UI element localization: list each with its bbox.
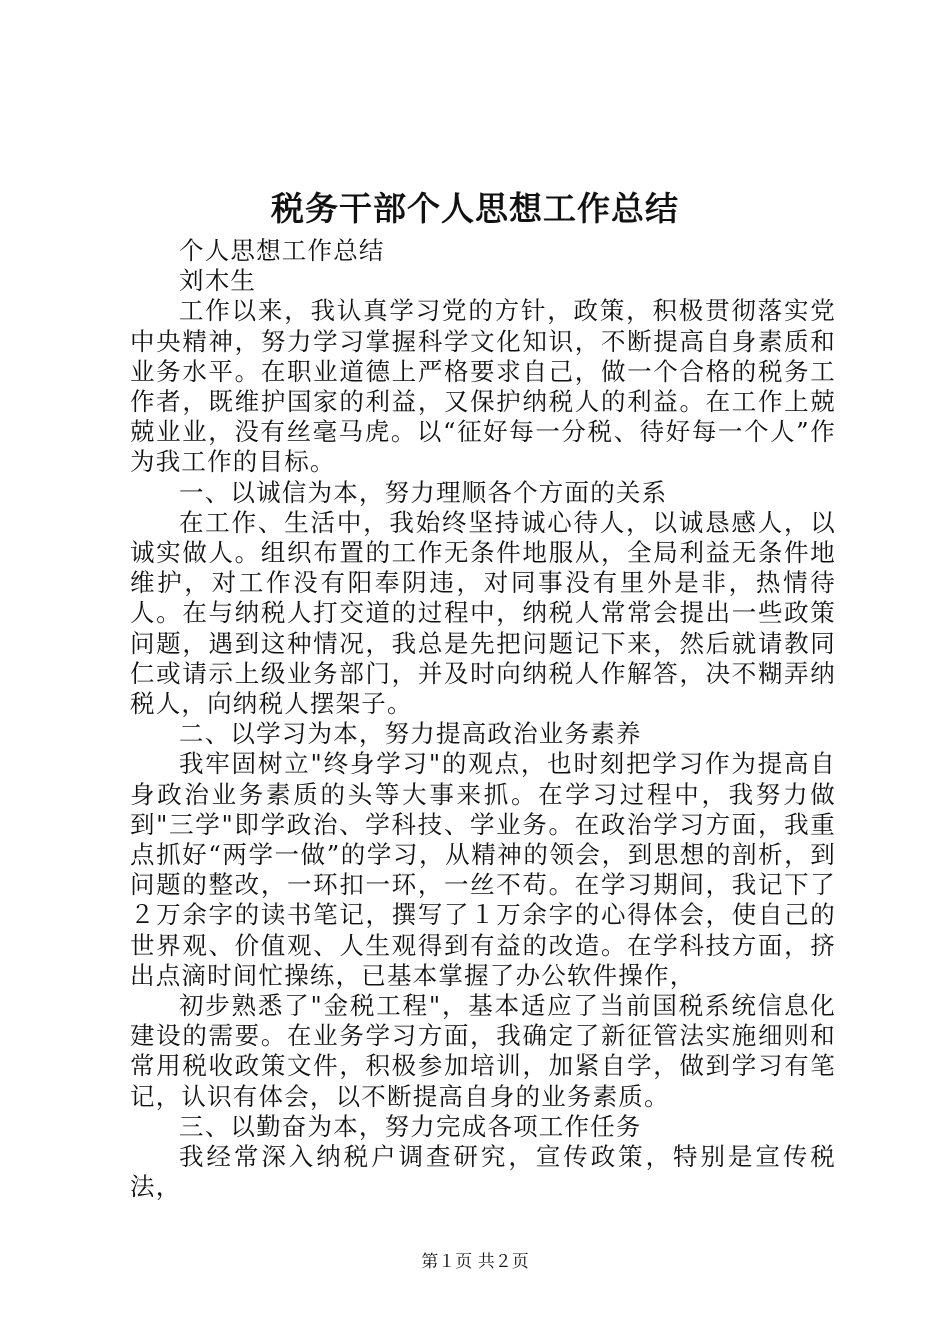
section-heading-1: 一、以诚信为本，努力理顺各个方面的关系	[179, 477, 668, 507]
paragraph-section-2b: 初步熟悉了"金税工程"，基本适应了当前国税系统信息化建设的需要。在业务学习方面，我确定了新征管法实施细则和常用税收政策文件，积极参加培训，加紧自学，做到学习有笔记，认识有体会，以不断提高自身的业务素质。	[130, 991, 836, 1111]
paragraph-section-3: 我经常深入纳税户调查研究，宣传政策，特别是宣传税法，	[130, 1142, 836, 1202]
paragraph-intro: 工作以来，我认真学习党的方针，政策，积极贯彻落实党中央精神，努力学习掌握科学文化知识，不断提高自身素质和业务水平。在职业道德上严格要求自己，做一个合格的税务工作者，既维护国家的利益，又保护纳税人的利益。在工作上兢兢业业，没有丝毫马虎。以“征好每一分税、待好每一个人”作为我工作的目标。	[130, 296, 836, 477]
paragraph-subtitle: 个人思想工作总结	[179, 236, 385, 265]
page-footer: 第１页 共２页	[421, 1252, 529, 1272]
document-body	[130, 236, 836, 1203]
paragraph-author: 刘木生	[179, 266, 257, 296]
paragraph-section-2a: 我牢固树立"终身学习"的观点，也时刻把学习作为提高自身政治业务素质的头等大事来抓。在学习过程中，我努力做到"三学"即学政治、学科技、学业务。在政治学习方面，我重点抓好“两学一做”的学习，从精神的领会，到思想的剖析，到问题的整改，一环扣一环，一丝不苟。在学习期间，我记下了２万余字的读书笔记，撰写了１万余字的心得体会，使自己的世界观、价值观、人生观得到有益的改造。在学科技方面，挤出点滴时间忙操练，已基本掌握了办公软件操作，	[130, 749, 836, 990]
document-title: 税务干部个人思想工作总结	[271, 189, 679, 228]
section-heading-3: 三、以勤奋为本，努力完成各项工作任务	[179, 1111, 642, 1141]
paragraph-section-1: 在工作、生活中，我始终坚持诚心待人，以诚恳感人，以诚实做人。组织布置的工作无条件地服从，全局利益无条件地维护，对工作没有阳奉阴违，对同事没有里外是非，热情待人。在与纳税人打交道的过程中，纳税人常常会提出一些政策问题，遇到这种情况，我总是先把问题记下来，然后就请教同仁或请示上级业务部门，并及时向纳税人作解答，决不糊弄纳税人，向纳税人摆架子。	[130, 507, 836, 719]
section-heading-2: 二、以学习为本，努力提高政治业务素养	[179, 719, 642, 749]
